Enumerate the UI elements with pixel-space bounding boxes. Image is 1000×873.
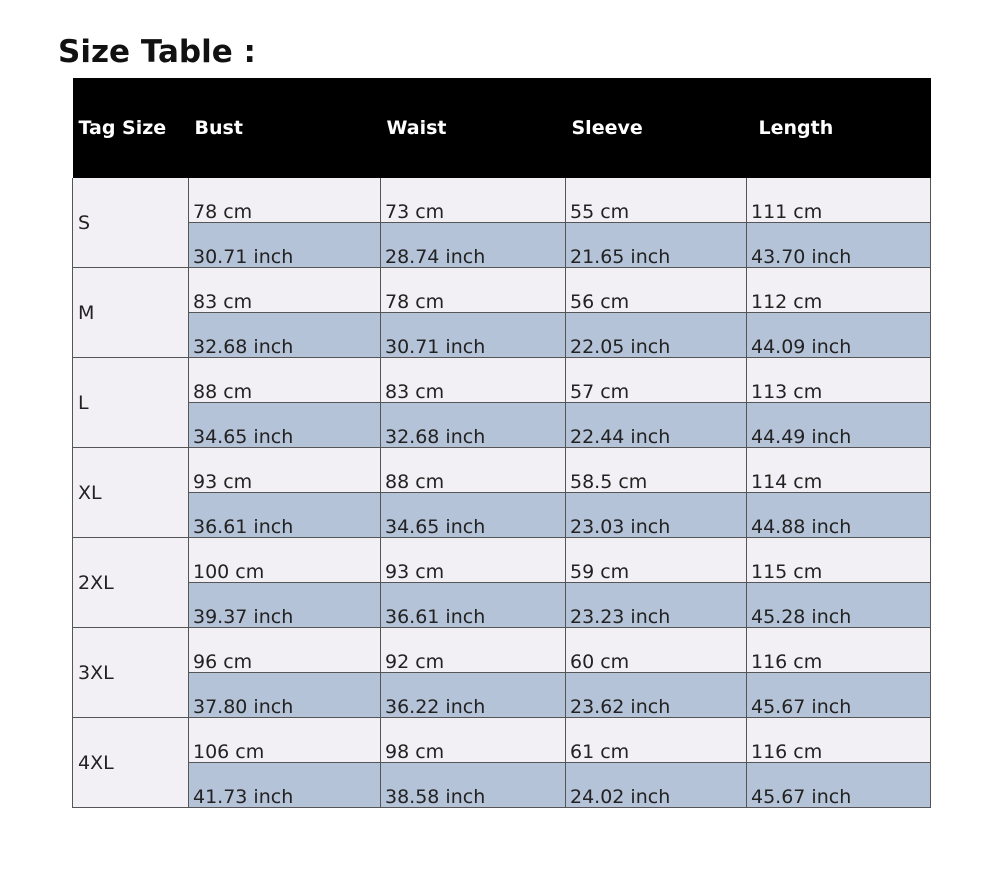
sleeve-cm-cell: 58.5 cm bbox=[566, 448, 747, 493]
table-row-cm bbox=[73, 178, 931, 223]
table-row-cm bbox=[73, 718, 931, 763]
table-row-inch bbox=[73, 403, 931, 448]
bust-cm-cell: 100 cm bbox=[189, 538, 381, 583]
sleeve-cm-cell: 60 cm bbox=[566, 628, 747, 673]
tag-size-cell: 4XL bbox=[73, 718, 189, 808]
waist-inch-cell: 34.65 inch bbox=[381, 493, 566, 538]
waist-cm-cell: 92 cm bbox=[381, 628, 566, 673]
table-body bbox=[73, 178, 931, 808]
table-row-cm bbox=[73, 268, 931, 313]
sleeve-cm-cell: 59 cm bbox=[566, 538, 747, 583]
length-cm-cell: 111 cm bbox=[747, 178, 931, 223]
waist-inch-cell: 38.58 inch bbox=[381, 763, 566, 808]
header-waist: Waist bbox=[381, 78, 566, 178]
size-table bbox=[72, 78, 931, 808]
length-inch-cell: 44.09 inch bbox=[747, 313, 931, 358]
table-row-cm bbox=[73, 358, 931, 403]
bust-inch-cell: 37.80 inch bbox=[189, 673, 381, 718]
length-cm-cell: 116 cm bbox=[747, 718, 931, 763]
waist-inch-cell: 36.22 inch bbox=[381, 673, 566, 718]
bust-cm-cell: 106 cm bbox=[189, 718, 381, 763]
sleeve-inch-cell: 24.02 inch bbox=[566, 763, 747, 808]
bust-inch-cell: 30.71 inch bbox=[189, 223, 381, 268]
waist-inch-cell: 28.74 inch bbox=[381, 223, 566, 268]
waist-inch-cell: 30.71 inch bbox=[381, 313, 566, 358]
tag-size-cell: M bbox=[73, 268, 189, 358]
sleeve-cm-cell: 55 cm bbox=[566, 178, 747, 223]
sleeve-cm-cell: 56 cm bbox=[566, 268, 747, 313]
bust-inch-cell: 36.61 inch bbox=[189, 493, 381, 538]
sleeve-inch-cell: 22.44 inch bbox=[566, 403, 747, 448]
tag-size-cell: 3XL bbox=[73, 628, 189, 718]
waist-cm-cell: 73 cm bbox=[381, 178, 566, 223]
length-cm-cell: 116 cm bbox=[747, 628, 931, 673]
header-row bbox=[73, 78, 931, 178]
sleeve-inch-cell: 23.62 inch bbox=[566, 673, 747, 718]
header-sleeve: Sleeve bbox=[566, 78, 747, 178]
bust-cm-cell: 96 cm bbox=[189, 628, 381, 673]
table-row-inch bbox=[73, 583, 931, 628]
table-row-inch bbox=[73, 673, 931, 718]
length-cm-cell: 112 cm bbox=[747, 268, 931, 313]
tag-size-cell: XL bbox=[73, 448, 189, 538]
table-row-inch bbox=[73, 493, 931, 538]
waist-cm-cell: 78 cm bbox=[381, 268, 566, 313]
bust-inch-cell: 34.65 inch bbox=[189, 403, 381, 448]
sleeve-inch-cell: 23.23 inch bbox=[566, 583, 747, 628]
length-cm-cell: 114 cm bbox=[747, 448, 931, 493]
tag-size-cell: S bbox=[73, 178, 189, 268]
length-inch-cell: 45.67 inch bbox=[747, 673, 931, 718]
tag-size-cell: 2XL bbox=[73, 538, 189, 628]
length-inch-cell: 43.70 inch bbox=[747, 223, 931, 268]
bust-cm-cell: 83 cm bbox=[189, 268, 381, 313]
waist-inch-cell: 32.68 inch bbox=[381, 403, 566, 448]
bust-inch-cell: 41.73 inch bbox=[189, 763, 381, 808]
waist-cm-cell: 83 cm bbox=[381, 358, 566, 403]
length-inch-cell: 44.49 inch bbox=[747, 403, 931, 448]
sleeve-cm-cell: 61 cm bbox=[566, 718, 747, 763]
table-row-inch bbox=[73, 313, 931, 358]
bust-cm-cell: 93 cm bbox=[189, 448, 381, 493]
sleeve-inch-cell: 23.03 inch bbox=[566, 493, 747, 538]
header-tag-size: Tag Size bbox=[73, 78, 189, 178]
sleeve-inch-cell: 21.65 inch bbox=[566, 223, 747, 268]
table-row-cm bbox=[73, 538, 931, 583]
header-bust: Bust bbox=[189, 78, 381, 178]
length-cm-cell: 113 cm bbox=[747, 358, 931, 403]
header-length: Length bbox=[747, 78, 931, 178]
table-row-cm bbox=[73, 628, 931, 673]
table-row-inch bbox=[73, 223, 931, 268]
length-inch-cell: 44.88 inch bbox=[747, 493, 931, 538]
length-inch-cell: 45.67 inch bbox=[747, 763, 931, 808]
waist-cm-cell: 93 cm bbox=[381, 538, 566, 583]
page-title: Size Table : bbox=[58, 34, 256, 70]
table-header bbox=[73, 78, 931, 178]
table-row-inch bbox=[73, 763, 931, 808]
sleeve-inch-cell: 22.05 inch bbox=[566, 313, 747, 358]
waist-inch-cell: 36.61 inch bbox=[381, 583, 566, 628]
sleeve-cm-cell: 57 cm bbox=[566, 358, 747, 403]
tag-size-cell: L bbox=[73, 358, 189, 448]
waist-cm-cell: 88 cm bbox=[381, 448, 566, 493]
waist-cm-cell: 98 cm bbox=[381, 718, 566, 763]
table-row-cm bbox=[73, 448, 931, 493]
bust-inch-cell: 32.68 inch bbox=[189, 313, 381, 358]
length-inch-cell: 45.28 inch bbox=[747, 583, 931, 628]
bust-cm-cell: 78 cm bbox=[189, 178, 381, 223]
length-cm-cell: 115 cm bbox=[747, 538, 931, 583]
bust-cm-cell: 88 cm bbox=[189, 358, 381, 403]
bust-inch-cell: 39.37 inch bbox=[189, 583, 381, 628]
